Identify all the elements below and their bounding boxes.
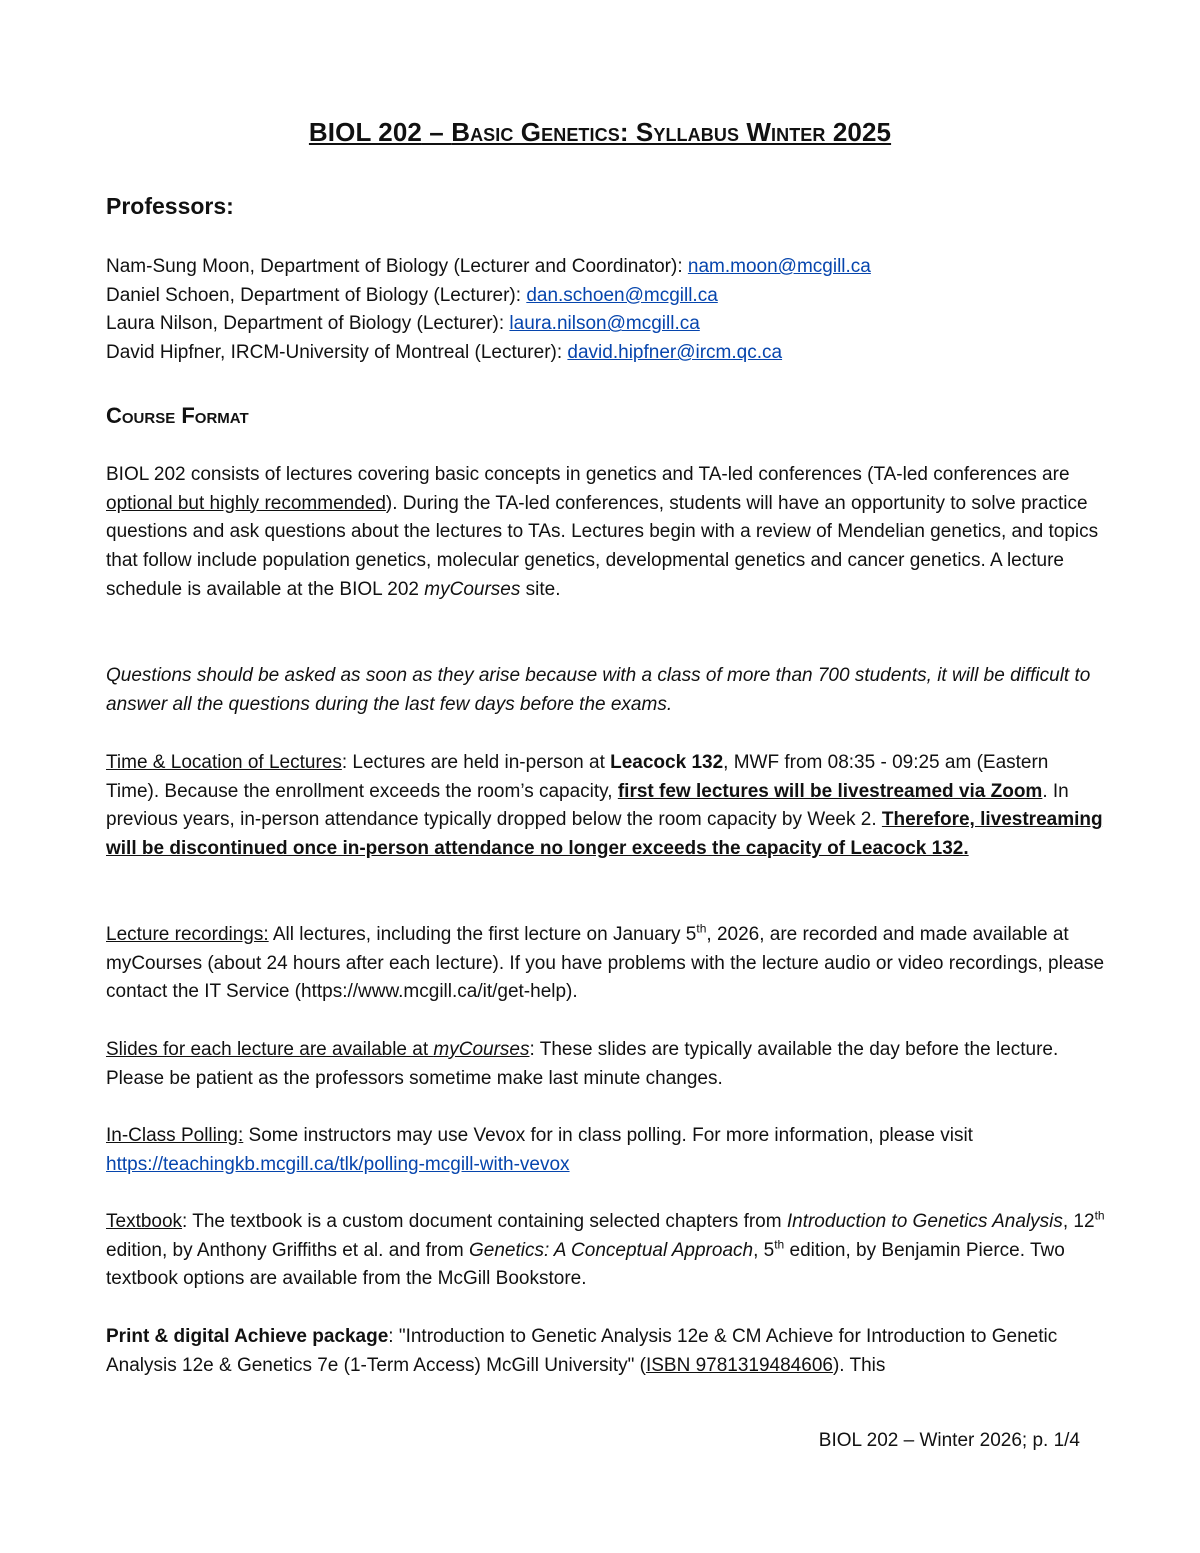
professor-item: Nam-Sung Moon, Department of Biology (Lecturer and Coordinator): nam.moon@mcgill.ca — [106, 256, 871, 277]
questions-note: Questions should be asked as soon as they arise because with a class of more than 700 students, it will be difficult to answer all the questions during the last few days before the exams. — [106, 665, 1091, 715]
vevox-link[interactable]: https://teachingkb.mcgill.ca/tlk/polling-mcgill-with-vevox — [106, 1153, 570, 1175]
title-dash: – — [421, 117, 452, 147]
page-footer: BIOL 202 – Winter 2026; p. 1/4 — [818, 1430, 1080, 1451]
package-label: Print & digital Achieve package — [106, 1326, 389, 1347]
textbook-paragraph: Textbook: The textbook is a custom document containing selected chapters from Introduction to Genetics Analysis, 12th edition, by Anthony Griffiths et al. and from Genetics: A Conceptual Approach, 5th edition, by Benjamin Pierce. Two textbook options are available from the McGill Bookstore. — [106, 1208, 1105, 1290]
title-course: BIOL 202 — [308, 117, 422, 147]
email-link[interactable]: nam.moon@mcgill.ca — [687, 256, 871, 277]
professors-list — [106, 253, 871, 368]
professor-item: David Hipfner, IRCM-University of Montreal (Lecturer): david.hipfner@ircm.qc.ca — [106, 342, 783, 364]
slides-paragraph: Slides for each lecture are available at myCourses: These slides are typically available the day before the lecture. Please be patient as the professors sometime make last minute changes. — [106, 1039, 1059, 1089]
polling-paragraph: In-Class Polling: Some instructors may use Vevox for in class polling. For more information, please visit https://teachingkb.mcgill.ca/tlk/polling-mcgill-with-vevox — [106, 1125, 973, 1175]
course-format-paragraph: BIOL 202 consists of lectures covering basic concepts in genetics and TA-led conferences (TA-led conferences are optional but highly recommended). During the TA-led conferences, students will have an opportunity to solve practice questions and ask questions about the lectures to TAs. Lectures begin with a review of Mendelian genetics, and topics that follow include population genetics, molecular genetics, developmental genetics and cancer genetics. A lecture schedule is available at the BIOL 202 myCourses site. — [106, 464, 1099, 600]
document-title — [0, 117, 1200, 148]
course-format-heading: Course Format — [106, 403, 249, 428]
recordings-label: Lecture recordings: — [106, 924, 269, 945]
professor-item: Laura Nilson, Department of Biology (Lecturer): laura.nilson@mcgill.ca — [106, 313, 700, 335]
time-location-label: Time & Location of Lectures — [106, 752, 342, 773]
professors-heading: Professors: — [106, 193, 234, 219]
time-location-paragraph: Time & Location of Lectures: Lectures are held in-person at Leacock 132, MWF from 08:35 - 09:25 am (Eastern Time). Because the enrollment exceeds the room’s capacity, first few lectures will be livestreamed via Zoom. In previous years, in-person attendance typically dropped below the room capacity by Week 2. Therefore, livestreaming will be discontinued once in-person attendance no longer exceeds the capacity of Leacock 132. — [106, 752, 1103, 860]
textbook-label: Textbook — [106, 1211, 183, 1232]
package-paragraph: Print & digital Achieve package: "Introduction to Genetic Analysis 12e & CM Achieve for Introduction to Genetic Analysis 12e & Genetics 7e (1-Term Access) McGill University" (ISBN 9781319484606). This — [106, 1326, 1058, 1376]
email-link[interactable]: dan.schoen@mcgill.ca — [526, 284, 718, 306]
title-rest: Basic Genetics: Syllabus Winter 2025 — [451, 117, 892, 147]
professor-item: Daniel Schoen, Department of Biology (Lecturer): dan.schoen@mcgill.ca — [106, 284, 718, 306]
email-link[interactable]: david.hipfner@ircm.qc.ca — [567, 342, 783, 364]
slides-label: Slides for each lecture are available at myCourses — [106, 1039, 530, 1060]
email-link[interactable]: laura.nilson@mcgill.ca — [509, 313, 700, 335]
polling-label: In-Class Polling: — [106, 1125, 244, 1146]
recordings-paragraph: Lecture recordings: All lectures, including the first lecture on January 5th, 2026, are recorded and made available at myCourses (about 24 hours after each lecture). If you have problems with the lecture audio or video recordings, please contact the IT Service (https://www.mcgill.ca/it/get-help). — [106, 921, 1105, 1003]
